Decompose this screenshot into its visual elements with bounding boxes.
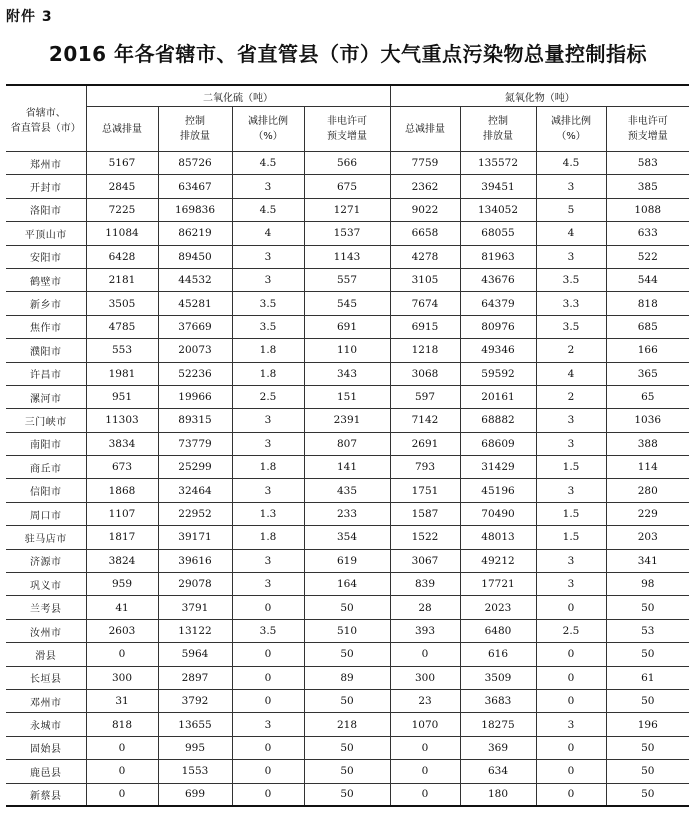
so2-control-cell: 995	[158, 736, 232, 759]
so2-nonpower-cell: 435	[304, 479, 390, 502]
nox-nonpower-cell: 50	[606, 643, 689, 666]
table-row	[6, 479, 689, 502]
region-name-cell: 洛阳市	[6, 198, 86, 221]
so2-control-cell: 13122	[158, 619, 232, 642]
nox-ratio-cell: 0	[536, 689, 606, 712]
table-row	[6, 643, 689, 666]
table-row	[6, 713, 689, 736]
nox-nonpower-cell: 685	[606, 315, 689, 338]
nox-ratio-cell: 0	[536, 760, 606, 783]
so2-control-cell: 699	[158, 783, 232, 806]
region-name-cell: 新乡市	[6, 292, 86, 315]
nox-ratio-cell: 3	[536, 573, 606, 596]
table-row	[6, 292, 689, 315]
nox-nonpower-cell: 53	[606, 619, 689, 642]
so2-total-cell: 2845	[86, 175, 158, 198]
so2-ratio-cell: 3	[232, 432, 304, 455]
table-row	[6, 175, 689, 198]
nox-ratio-cell: 0	[536, 666, 606, 689]
table-row	[6, 268, 689, 291]
so2-nonpower-cell: 807	[304, 432, 390, 455]
nox-total-cell: 0	[390, 783, 460, 806]
so2-control-cell: 25299	[158, 456, 232, 479]
so2-ratio-cell: 0	[232, 736, 304, 759]
nox-nonpower-cell: 229	[606, 502, 689, 525]
nox-ratio-cell: 4.5	[536, 152, 606, 175]
region-name-cell: 固始县	[6, 736, 86, 759]
so2-total-cell: 4785	[86, 315, 158, 338]
nox-ratio-cell: 0	[536, 736, 606, 759]
so2-control-cell: 45281	[158, 292, 232, 315]
table-row	[6, 596, 689, 619]
table-row	[6, 315, 689, 338]
so2-ratio-cell: 1.8	[232, 362, 304, 385]
so2-total-cell: 3824	[86, 549, 158, 572]
so2-control-cell: 22952	[158, 502, 232, 525]
so2-control-cell: 1553	[158, 760, 232, 783]
so2-control-cell: 2897	[158, 666, 232, 689]
nox-control-cell: 20161	[460, 385, 536, 408]
nox-nonpower-cell: 280	[606, 479, 689, 502]
nox-total-cell: 1070	[390, 713, 460, 736]
nox-total-cell: 0	[390, 736, 460, 759]
nox-control-cell: 634	[460, 760, 536, 783]
so2-ratio-cell: 0	[232, 783, 304, 806]
so2-ratio-cell: 3	[232, 573, 304, 596]
nox-ratio-cell: 1.5	[536, 526, 606, 549]
so2-nonpower-cell: 110	[304, 339, 390, 362]
so2-nonpower-cell: 50	[304, 689, 390, 712]
nox-control-cell: 18275	[460, 713, 536, 736]
so2-nonpower-cell: 141	[304, 456, 390, 479]
so2-total-cell: 818	[86, 713, 158, 736]
nox-control-cell: 81963	[460, 245, 536, 268]
so2-nonpower-cell: 1537	[304, 222, 390, 245]
nox-ratio-cell: 3.3	[536, 292, 606, 315]
so2-nonpower-cell: 50	[304, 760, 390, 783]
so2-ratio-cell: 0	[232, 760, 304, 783]
nox-total-cell: 3068	[390, 362, 460, 385]
nox-total-cell: 1751	[390, 479, 460, 502]
so2-nonpower-cell: 50	[304, 783, 390, 806]
nox-nonpower-cell: 50	[606, 783, 689, 806]
so2-total-cell: 0	[86, 736, 158, 759]
nox-nonpower-cell: 544	[606, 268, 689, 291]
so2-ratio-cell: 4.5	[232, 152, 304, 175]
nox-total-cell: 23	[390, 689, 460, 712]
so2-total-cell: 11084	[86, 222, 158, 245]
nox-control-cell: 49212	[460, 549, 536, 572]
nox-total-cell: 0	[390, 760, 460, 783]
table-row	[6, 222, 689, 245]
nox-total-cell: 1587	[390, 502, 460, 525]
nox-nonpower-cell: 633	[606, 222, 689, 245]
so2-total-cell: 673	[86, 456, 158, 479]
nox-nonpower-cell: 114	[606, 456, 689, 479]
so2-control-cell: 85726	[158, 152, 232, 175]
nox-nonpower-cell: 65	[606, 385, 689, 408]
nox-nonpower-cell: 98	[606, 573, 689, 596]
nox-control-cell: 39451	[460, 175, 536, 198]
so2-ratio-header: 减排比例 （%）	[232, 107, 304, 152]
nox-nonpower-cell: 203	[606, 526, 689, 549]
table-row	[6, 526, 689, 549]
nox-total-cell: 1218	[390, 339, 460, 362]
nox-control-cell: 49346	[460, 339, 536, 362]
table-row	[6, 152, 689, 175]
table-row	[6, 573, 689, 596]
nox-total-header: 总减排量	[390, 107, 460, 152]
region-name-cell: 信阳市	[6, 479, 86, 502]
nox-control-cell: 369	[460, 736, 536, 759]
nox-ratio-cell: 0	[536, 596, 606, 619]
region-name-cell: 驻马店市	[6, 526, 86, 549]
nox-ratio-cell: 3.5	[536, 315, 606, 338]
nox-nonpower-cell: 583	[606, 152, 689, 175]
so2-nonpower-cell: 50	[304, 596, 390, 619]
nox-control-cell: 48013	[460, 526, 536, 549]
nox-ratio-cell: 3	[536, 409, 606, 432]
so2-control-cell: 89450	[158, 245, 232, 268]
so2-nonpower-cell: 233	[304, 502, 390, 525]
table-row	[6, 198, 689, 221]
so2-control-cell: 20073	[158, 339, 232, 362]
so2-control-cell: 13655	[158, 713, 232, 736]
region-name-cell: 南阳市	[6, 432, 86, 455]
nox-ratio-cell: 4	[536, 222, 606, 245]
nox-control-cell: 3683	[460, 689, 536, 712]
so2-nonpower-cell: 545	[304, 292, 390, 315]
region-name-cell: 安阳市	[6, 245, 86, 268]
so2-ratio-cell: 0	[232, 666, 304, 689]
nox-total-cell: 7142	[390, 409, 460, 432]
region-name-cell: 邓州市	[6, 689, 86, 712]
so2-ratio-cell: 3	[232, 245, 304, 268]
region-name-cell: 平顶山市	[6, 222, 86, 245]
nox-ratio-cell: 0	[536, 643, 606, 666]
nox-nonpower-cell: 522	[606, 245, 689, 268]
nox-control-cell: 3509	[460, 666, 536, 689]
so2-total-cell: 41	[86, 596, 158, 619]
so2-ratio-cell: 3	[232, 268, 304, 291]
nox-control-cell: 64379	[460, 292, 536, 315]
so2-ratio-cell: 0	[232, 643, 304, 666]
so2-control-cell: 169836	[158, 198, 232, 221]
so2-nonpower-cell: 164	[304, 573, 390, 596]
nox-control-cell: 59592	[460, 362, 536, 385]
so2-group-header: 二氧化硫（吨）	[86, 85, 390, 107]
so2-nonpower-cell: 619	[304, 549, 390, 572]
so2-ratio-cell: 1.8	[232, 339, 304, 362]
so2-nonpower-cell: 675	[304, 175, 390, 198]
so2-total-cell: 1981	[86, 362, 158, 385]
nox-nonpower-cell: 61	[606, 666, 689, 689]
table-row	[6, 760, 689, 783]
nox-ratio-cell: 3	[536, 549, 606, 572]
so2-total-cell: 11303	[86, 409, 158, 432]
table-row	[6, 736, 689, 759]
so2-total-cell: 3505	[86, 292, 158, 315]
nox-total-cell: 2362	[390, 175, 460, 198]
table-row	[6, 409, 689, 432]
table-row	[6, 385, 689, 408]
so2-total-cell: 553	[86, 339, 158, 362]
nox-control-cell: 45196	[460, 479, 536, 502]
so2-nonpower-cell: 1143	[304, 245, 390, 268]
region-name-cell: 焦作市	[6, 315, 86, 338]
so2-nonpower-cell: 50	[304, 643, 390, 666]
nox-total-cell: 2691	[390, 432, 460, 455]
table-row	[6, 362, 689, 385]
page-title: 2016 年各省辖市、省直管县（市）大气重点污染物总量控制指标	[48, 42, 648, 66]
region-name-cell: 济源市	[6, 549, 86, 572]
so2-ratio-cell: 1.8	[232, 456, 304, 479]
so2-ratio-cell: 1.8	[232, 526, 304, 549]
table-body	[6, 152, 689, 807]
so2-control-cell: 86219	[158, 222, 232, 245]
so2-control-cell: 89315	[158, 409, 232, 432]
nox-ratio-cell: 2.5	[536, 619, 606, 642]
table-row	[6, 502, 689, 525]
nox-nonpower-cell: 1088	[606, 198, 689, 221]
nox-total-cell: 597	[390, 385, 460, 408]
nox-control-cell: 180	[460, 783, 536, 806]
so2-control-cell: 39171	[158, 526, 232, 549]
nox-total-cell: 393	[390, 619, 460, 642]
nox-ratio-cell: 3	[536, 479, 606, 502]
so2-ratio-cell: 3.5	[232, 292, 304, 315]
nox-ratio-cell: 0	[536, 783, 606, 806]
nox-control-cell: 68055	[460, 222, 536, 245]
nox-control-cell: 80976	[460, 315, 536, 338]
nox-control-cell: 2023	[460, 596, 536, 619]
nox-nonpower-cell: 50	[606, 736, 689, 759]
nox-total-cell: 1522	[390, 526, 460, 549]
so2-total-cell: 2181	[86, 268, 158, 291]
nox-control-cell: 70490	[460, 502, 536, 525]
nox-total-cell: 839	[390, 573, 460, 596]
so2-total-cell: 0	[86, 643, 158, 666]
nox-total-cell: 793	[390, 456, 460, 479]
nox-total-cell: 9022	[390, 198, 460, 221]
so2-control-cell: 3791	[158, 596, 232, 619]
region-name-cell: 兰考县	[6, 596, 86, 619]
so2-nonpower-cell: 50	[304, 736, 390, 759]
region-name-cell: 汝州市	[6, 619, 86, 642]
nox-total-cell: 6915	[390, 315, 460, 338]
nox-total-cell: 3105	[390, 268, 460, 291]
region-name-cell: 漯河市	[6, 385, 86, 408]
nox-control-cell: 17721	[460, 573, 536, 596]
so2-total-cell: 31	[86, 689, 158, 712]
so2-control-cell: 52236	[158, 362, 232, 385]
nox-ratio-cell: 3	[536, 713, 606, 736]
nox-ratio-cell: 1.5	[536, 456, 606, 479]
so2-ratio-cell: 3	[232, 549, 304, 572]
so2-nonpower-cell: 566	[304, 152, 390, 175]
so2-total-cell: 951	[86, 385, 158, 408]
region-name-cell: 周口市	[6, 502, 86, 525]
so2-control-header: 控制 排放量	[158, 107, 232, 152]
so2-control-cell: 3792	[158, 689, 232, 712]
nox-ratio-cell: 2	[536, 385, 606, 408]
so2-nonpower-cell: 1271	[304, 198, 390, 221]
so2-ratio-cell: 3	[232, 175, 304, 198]
table-row	[6, 689, 689, 712]
nox-ratio-cell: 3.5	[536, 268, 606, 291]
so2-total-cell: 300	[86, 666, 158, 689]
so2-nonpower-cell: 2391	[304, 409, 390, 432]
region-name-cell: 三门峡市	[6, 409, 86, 432]
nox-ratio-cell: 3	[536, 245, 606, 268]
nox-nonpower-cell: 50	[606, 596, 689, 619]
so2-total-cell: 2603	[86, 619, 158, 642]
nox-control-cell: 43676	[460, 268, 536, 291]
nox-ratio-cell: 3	[536, 432, 606, 455]
table-row	[6, 245, 689, 268]
so2-ratio-cell: 4.5	[232, 198, 304, 221]
so2-nonpower-header: 非电许可 预支增量	[304, 107, 390, 152]
nox-nonpower-cell: 385	[606, 175, 689, 198]
so2-total-cell: 5167	[86, 152, 158, 175]
so2-ratio-cell: 1.3	[232, 502, 304, 525]
table-row	[6, 783, 689, 806]
table-row	[6, 666, 689, 689]
nox-total-cell: 28	[390, 596, 460, 619]
nox-nonpower-cell: 365	[606, 362, 689, 385]
so2-nonpower-cell: 151	[304, 385, 390, 408]
nox-nonpower-cell: 166	[606, 339, 689, 362]
so2-total-cell: 1107	[86, 502, 158, 525]
so2-ratio-cell: 3	[232, 479, 304, 502]
nox-ratio-cell: 2	[536, 339, 606, 362]
emission-table	[6, 84, 689, 807]
table-row	[6, 339, 689, 362]
so2-ratio-cell: 3.5	[232, 315, 304, 338]
nox-nonpower-cell: 1036	[606, 409, 689, 432]
nox-total-cell: 3067	[390, 549, 460, 572]
region-name-cell: 长垣县	[6, 666, 86, 689]
so2-ratio-cell: 0	[232, 689, 304, 712]
so2-nonpower-cell: 691	[304, 315, 390, 338]
table-row	[6, 549, 689, 572]
so2-control-cell: 44532	[158, 268, 232, 291]
nox-ratio-cell: 5	[536, 198, 606, 221]
so2-total-cell: 959	[86, 573, 158, 596]
nox-ratio-cell: 3	[536, 175, 606, 198]
nox-control-header: 控制 排放量	[460, 107, 536, 152]
nox-total-cell: 0	[390, 643, 460, 666]
nox-control-cell: 135572	[460, 152, 536, 175]
nox-total-cell: 7759	[390, 152, 460, 175]
region-name-cell: 鹿邑县	[6, 760, 86, 783]
region-name-cell: 郑州市	[6, 152, 86, 175]
nox-nonpower-header: 非电许可 预支增量	[606, 107, 689, 152]
nox-control-cell: 68882	[460, 409, 536, 432]
nox-ratio-cell: 4	[536, 362, 606, 385]
corner-header: 省辖市、 省直管县（市）	[6, 85, 86, 152]
region-name-cell: 永城市	[6, 713, 86, 736]
region-name-cell: 许昌市	[6, 362, 86, 385]
nox-ratio-cell: 1.5	[536, 502, 606, 525]
nox-group-header: 氮氧化物（吨）	[390, 85, 689, 107]
nox-nonpower-cell: 50	[606, 760, 689, 783]
so2-control-cell: 37669	[158, 315, 232, 338]
nox-control-cell: 68609	[460, 432, 536, 455]
nox-control-cell: 31429	[460, 456, 536, 479]
attachment-label: 附件 3	[6, 9, 53, 25]
so2-control-cell: 63467	[158, 175, 232, 198]
nox-nonpower-cell: 388	[606, 432, 689, 455]
so2-total-header: 总减排量	[86, 107, 158, 152]
nox-total-cell: 4278	[390, 245, 460, 268]
so2-control-cell: 19966	[158, 385, 232, 408]
region-name-cell: 鹤壁市	[6, 268, 86, 291]
table-row	[6, 432, 689, 455]
so2-nonpower-cell: 557	[304, 268, 390, 291]
nox-control-cell: 6480	[460, 619, 536, 642]
nox-nonpower-cell: 341	[606, 549, 689, 572]
so2-total-cell: 3834	[86, 432, 158, 455]
so2-ratio-cell: 3.5	[232, 619, 304, 642]
nox-nonpower-cell: 196	[606, 713, 689, 736]
so2-nonpower-cell: 89	[304, 666, 390, 689]
nox-total-cell: 300	[390, 666, 460, 689]
so2-control-cell: 39616	[158, 549, 232, 572]
region-name-cell: 新蔡县	[6, 783, 86, 806]
so2-control-cell: 5964	[158, 643, 232, 666]
table-row	[6, 619, 689, 642]
so2-control-cell: 29078	[158, 573, 232, 596]
so2-total-cell: 0	[86, 760, 158, 783]
so2-nonpower-cell: 343	[304, 362, 390, 385]
region-name-cell: 商丘市	[6, 456, 86, 479]
nox-total-cell: 6658	[390, 222, 460, 245]
so2-ratio-cell: 4	[232, 222, 304, 245]
so2-nonpower-cell: 218	[304, 713, 390, 736]
so2-total-cell: 1868	[86, 479, 158, 502]
so2-ratio-cell: 3	[232, 713, 304, 736]
region-name-cell: 开封市	[6, 175, 86, 198]
nox-ratio-header: 减排比例 （%）	[536, 107, 606, 152]
so2-nonpower-cell: 354	[304, 526, 390, 549]
nox-control-cell: 616	[460, 643, 536, 666]
region-name-cell: 濮阳市	[6, 339, 86, 362]
so2-control-cell: 32464	[158, 479, 232, 502]
so2-control-cell: 73779	[158, 432, 232, 455]
so2-total-cell: 0	[86, 783, 158, 806]
table-row	[6, 456, 689, 479]
so2-ratio-cell: 3	[232, 409, 304, 432]
so2-nonpower-cell: 510	[304, 619, 390, 642]
so2-ratio-cell: 2.5	[232, 385, 304, 408]
nox-nonpower-cell: 50	[606, 689, 689, 712]
nox-total-cell: 7674	[390, 292, 460, 315]
so2-total-cell: 6428	[86, 245, 158, 268]
region-name-cell: 滑县	[6, 643, 86, 666]
so2-ratio-cell: 0	[232, 596, 304, 619]
nox-control-cell: 134052	[460, 198, 536, 221]
nox-nonpower-cell: 818	[606, 292, 689, 315]
region-name-cell: 巩义市	[6, 573, 86, 596]
so2-total-cell: 1817	[86, 526, 158, 549]
so2-total-cell: 7225	[86, 198, 158, 221]
